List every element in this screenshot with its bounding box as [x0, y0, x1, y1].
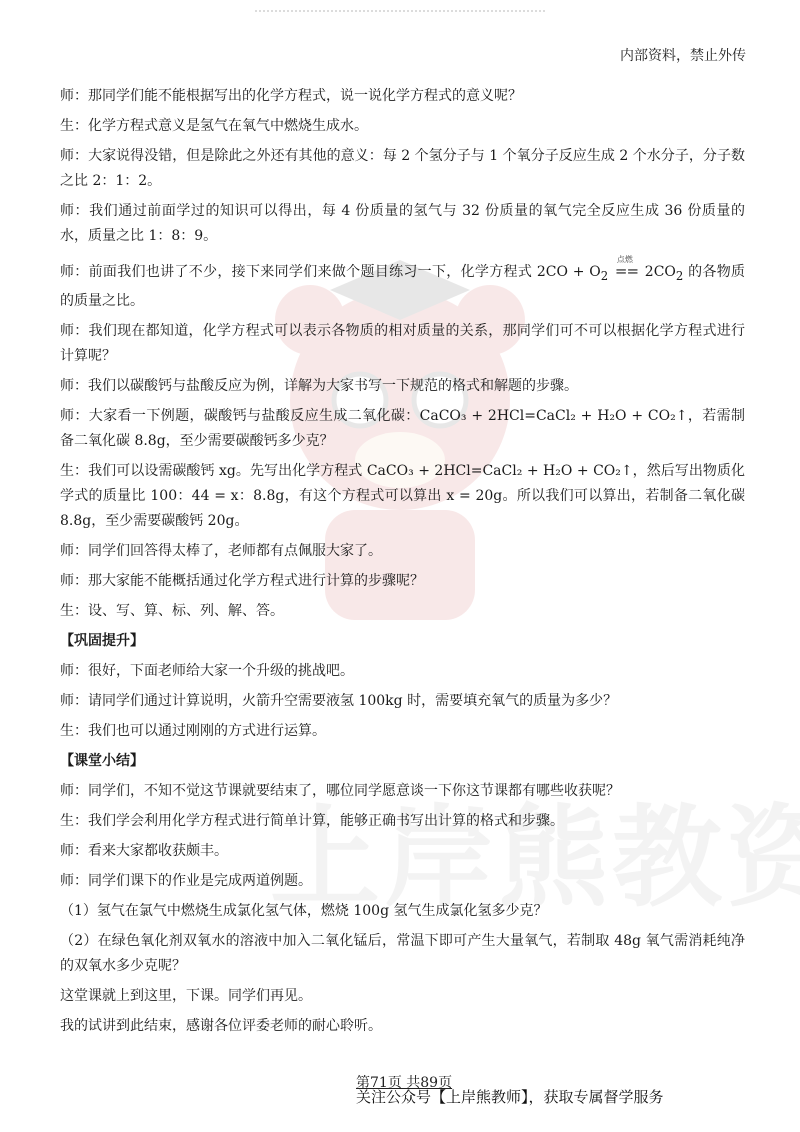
paragraph: 师：大家看一下例题，碳酸钙与盐酸反应生成二氧化碳：CaCO₃ + 2HCl=CaCl₂ + H₂O + CO₂↑，若需制备二氧化碳 8.8g，至少需要碳酸钙多少克？ — [60, 407, 745, 449]
paragraph: 师：那大家能不能概括通过化学方程式进行计算的步骤呢？ — [60, 572, 424, 589]
paragraph: 生：化学方程式意义是氢气在氧气中燃烧生成水。 — [60, 118, 368, 134]
paragraph: 师：那同学们能不能根据写出的化学方程式，说一说化学方程式的意义呢？ — [60, 88, 522, 104]
paragraph: 师：同学们回答得太棒了，老师都有点佩服大家了。 — [60, 542, 382, 559]
header-note: 内部资料，禁止外传 — [620, 48, 746, 64]
paragraph: 我的试讲到此结束，感谢各位评委老师的耐心聆听。 — [60, 1017, 382, 1034]
paragraph: 师：很好，下面老师给大家一个升级的挑战吧。 — [60, 662, 354, 679]
paragraph: 生：我们可以设需碳酸钙 xg。先写出化学方程式 CaCO₃ + 2HCl=CaCl₂ + H₂O + CO₂↑，然后写出物质化学式的质量比 100：44 = x：8.8g，有这个方程式可以算出 x = 20g。所以我们可以算出，若制备二氧化碳 8.8g，至少需要碳酸钙 20g。 — [60, 462, 745, 529]
paragraph: 生：设、写、算、标、列、解、答。 — [60, 602, 284, 619]
page-number: 第71页 共89页 — [356, 1075, 453, 1091]
top-decoration — [255, 10, 545, 22]
product-text: 2CO — [640, 264, 676, 280]
reaction-condition — [614, 255, 639, 285]
paragraph: 师：同学们课下的作业是完成两道例题。 — [60, 872, 312, 889]
section-heading: 【巩固提升】 — [60, 632, 144, 649]
paragraph: 生：我们学会利用化学方程式进行简单计算，能够正确书写出计算的格式和步骤。 — [60, 812, 564, 829]
paragraph-equation — [60, 255, 746, 314]
subscript: 2 — [600, 268, 609, 283]
paragraph: 师：请同学们通过计算说明，火箭升空需要液氢 100kg 时，需要填充氧气的质量为多少？ — [60, 692, 618, 709]
paragraph: （1）氢气在氯气中燃烧生成氯化氢气体，燃烧 100g 氢气生成氯化氢多少克？ — [60, 902, 548, 919]
footer-promo: 关注公众号【上岸熊教师】，获取专属督学服务 — [356, 1088, 664, 1106]
section-heading: 【课堂小结】 — [60, 752, 144, 769]
condition-label: 点燃 — [616, 255, 633, 264]
paragraph: 师：我们现在都知道，化学方程式可以表示各物质的相对质量的关系，那同学们可不可以根据化学方程式进行计算呢？ — [60, 322, 745, 364]
subscript: 2 — [675, 268, 684, 283]
paragraph: 这堂课就上到这里，下课。同学们再见。 — [60, 987, 312, 1004]
document-body — [60, 84, 745, 1044]
paragraph: 师：我们以碳酸钙与盐酸反应为例，详解为大家书写一下规范的格式和解题的步骤。 — [60, 377, 578, 394]
equation-lead-text: 师：前面我们也讲了不少，接下来同学们来做个题目练习一下，化学方程式 2CO + O — [60, 264, 601, 280]
paragraph: 师：看来大家都收获颇丰。 — [60, 842, 228, 859]
paragraph: （2）在绿色氧化剂双氧水的溶液中加入二氧化锰后，常温下即可产生大量氧气，若制取 48g 氧气需消耗纯净的双氧水多少克呢？ — [60, 932, 745, 974]
paragraph: 生：我们也可以通过刚刚的方式进行运算。 — [60, 722, 326, 739]
paragraph: 师：同学们，不知不觉这节课就要结束了，哪位同学愿意谈一下你这节课都有哪些收获呢？ — [60, 782, 620, 799]
paragraph: 师：我们通过前面学过的知识可以得出，每 4 份质量的氢气与 32 份质量的氧气完全反应生成 36 份质量的水，质量之比 1：8：9。 — [60, 203, 745, 244]
equal-sign: == — [614, 262, 639, 280]
paragraph: 师：大家说得没错，但是除此之外还有其他的意义：每 2 个氢分子与 1 个氧分子反应生成 2 个水分子，分子数之比 2：1：2。 — [60, 148, 745, 189]
equation-tail-text: 的各物质的质量之比。 — [60, 264, 746, 309]
